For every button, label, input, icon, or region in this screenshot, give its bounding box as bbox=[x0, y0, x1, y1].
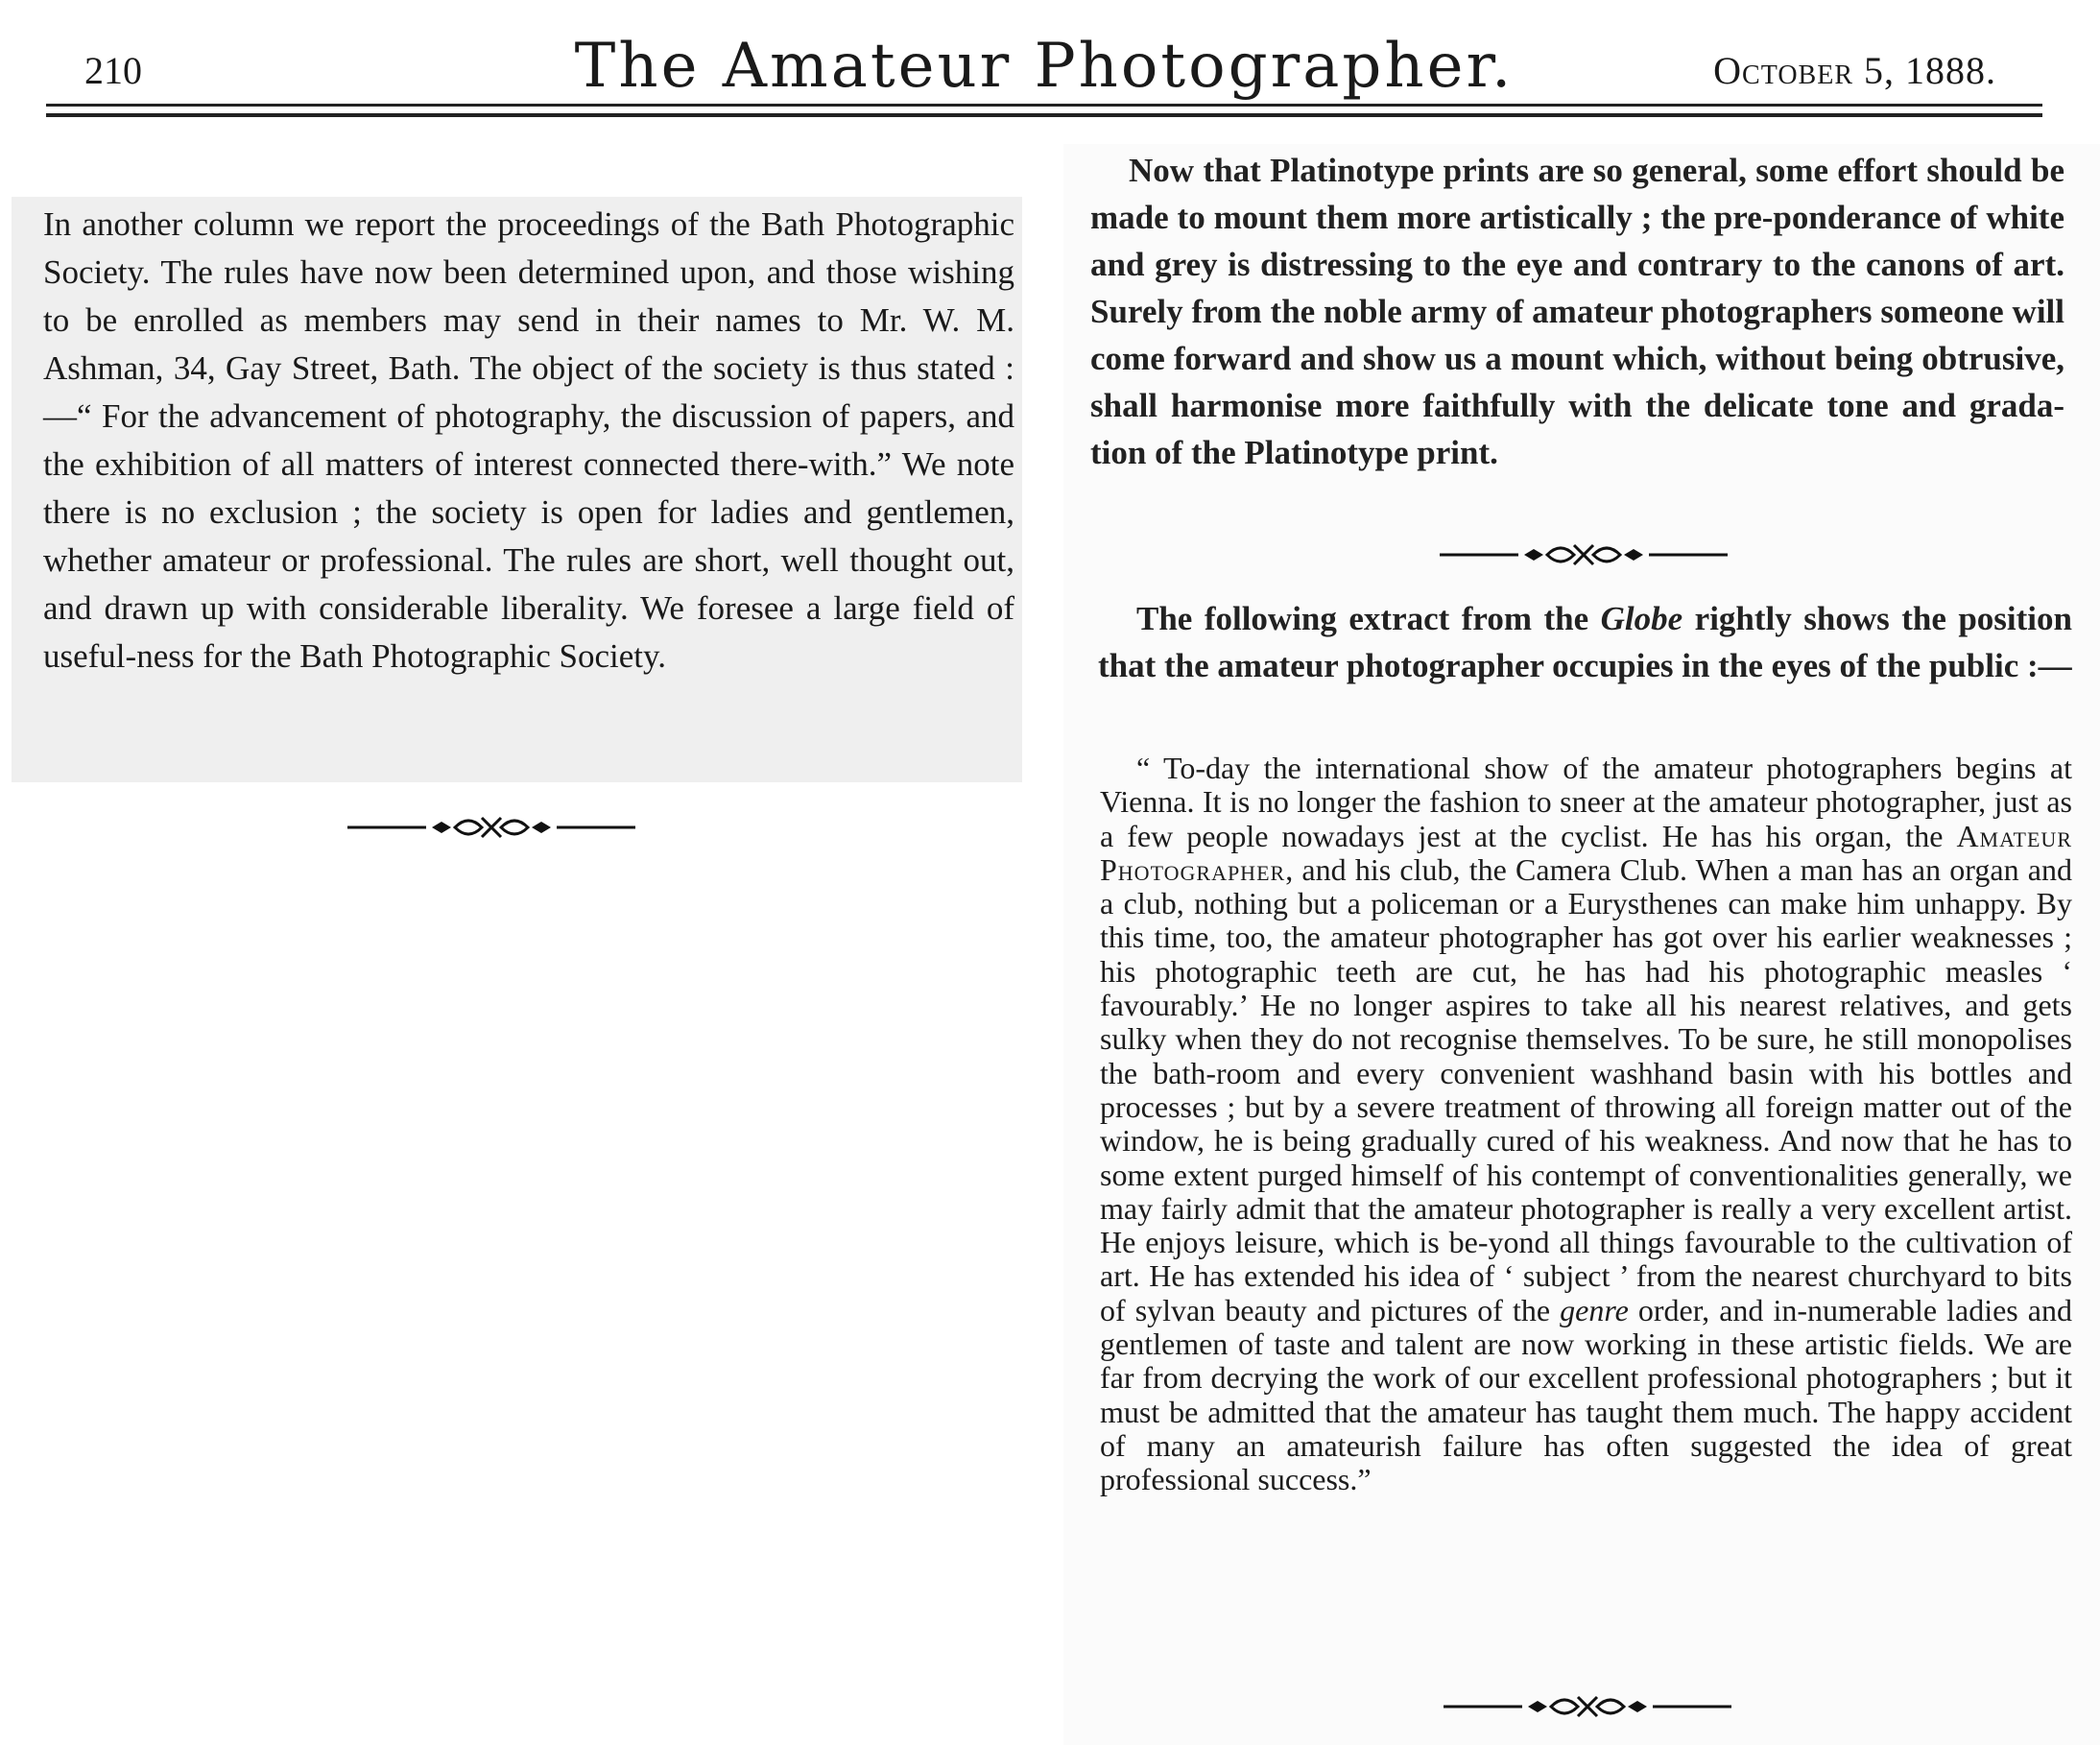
floral-rule-ornament-icon bbox=[1440, 539, 1728, 570]
quote-part-1: “ To-day the international show of the amateur photographers begins at Vienna. It is no longer the fashion to sneer at the amateur photographer, just as a few people nowadays jest at the cyclist. He has his organ, the bbox=[1100, 751, 2072, 853]
issue-date: October 5, 1888. bbox=[1713, 49, 1996, 92]
masthead bbox=[46, 31, 2042, 127]
quote-genre-word: genre bbox=[1560, 1292, 1629, 1327]
platinotype-paragraph: Now that Platinotype prints are so general, some effort should be made to mount them more artistically ; the pre-ponderance of white and grey is distressing to the eye and contrary to the canons of art. Surely from the noble army of amateur photographers someone will come forward and show us a mount which, without being obtrusive, shall harmonise more faithfully with the delicate tone and grada-tion of the Platinotype print. bbox=[1090, 152, 2064, 471]
globe-intro-after: rightly shows the position that the amateur photographer occupies in the eyes of the public :— bbox=[1098, 600, 2072, 684]
globe-extract-quote bbox=[1100, 752, 2072, 1497]
globe-source-name: Globe bbox=[1600, 600, 1683, 637]
floral-rule-ornament-icon bbox=[1444, 1691, 1731, 1722]
quote-part-3: order, and in-numerable ladies and gentlemen of taste and talent are now working in these artistic fields. We are far from decrying the work of our excellent professional photographers ; but it must be admitted that the amateur has taught them much. The happy accident of many an amateurish failure has often suggested the idea of great professional success.” bbox=[1100, 1292, 2073, 1497]
left-article-text: In another column we report the proceedings of the Bath Photographic Society. The rules have now been determined upon, and those wishing to be enrolled as members may send in their names to Mr. W. M. Ashman, 34, Gay Street, Bath. The object of the society is thus stated :—“ For the advancement of photography, the discussion of papers, and the exhibition of all matters of interest connected there-with.” We note there is no exclusion ; the society is open for ladies and gentlemen, whether amateur or professional. The rules are short, well thought out, and drawn up with considerable liberality. We foresee a large field of useful-ness for the Bath Photographic Society. bbox=[43, 205, 1014, 675]
masthead-rule-thin bbox=[46, 104, 2042, 107]
left-column-article bbox=[43, 201, 1014, 681]
globe-intro-paragraph bbox=[1098, 595, 2072, 689]
floral-rule-ornament-icon bbox=[347, 812, 635, 843]
masthead-rule-thick bbox=[46, 113, 2042, 117]
page-number: 210 bbox=[84, 49, 142, 92]
quote-part-2: , and his club, the Camera Club. When a man has an organ and a club, nothing but a policeman or a Eurysthenes can make him unhappy. By this time, too, the amateur photographer has got over his earlier weaknesses ; his photographic teeth are cut, he has had his photographic measles ‘ favourably.’ He no longer aspires to take all his nearest relatives, and gets sulky when they do not recognise themselves. To be sure, he still monopolises the bath-room and every convenient washhand basin with his bottles and processes ; but by a severe treatment of throwing all foreign matter out of the window, he is being gradually cured of his weakness. And now that he has to some extent purged himself of his contempt of conventionalities generally, we may fairly admit that the amateur photographer is really a very excellent artist. He enjoys leisure, which is be-yond all things favourable to the cultivation of art. He has extended his idea of ‘ subject ’ from the nearest churchyard to bits of sylvan beauty and pictures of the bbox=[1100, 851, 2072, 1327]
quote-organ-name: Amateur Photographer bbox=[1100, 818, 2072, 887]
globe-intro-before: The following extract from the bbox=[1136, 600, 1601, 637]
publication-title: The Amateur Photographer. bbox=[574, 31, 1515, 102]
